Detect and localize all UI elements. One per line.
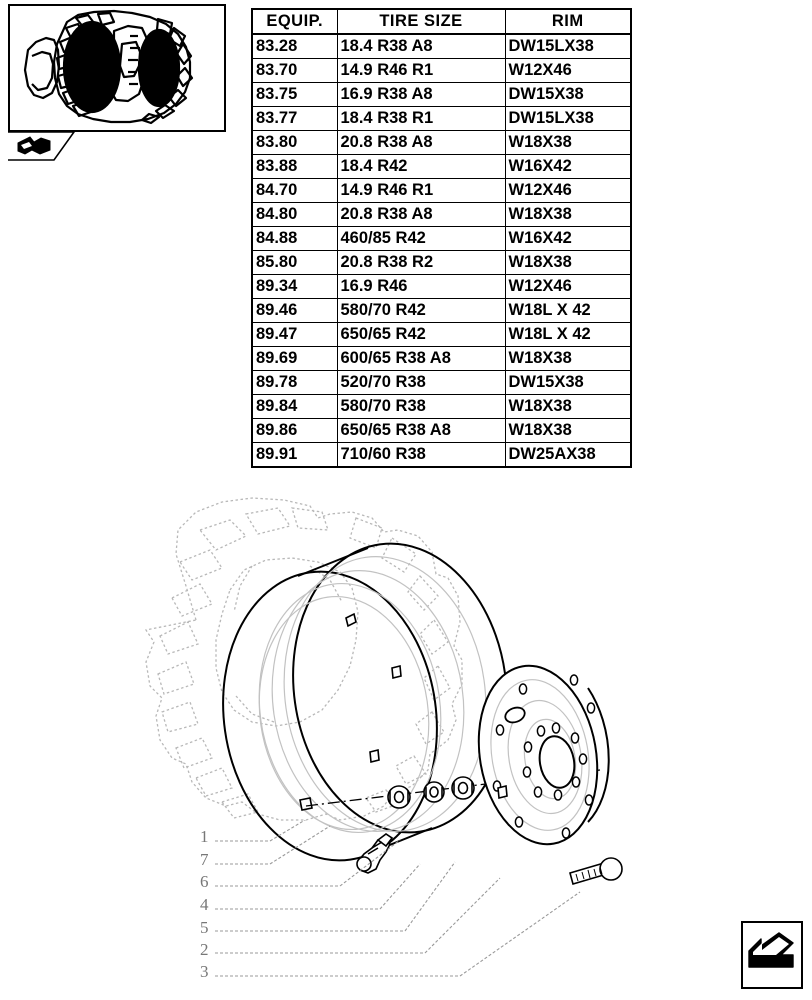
cell-rim: DW15LX38 [505, 34, 631, 59]
cell-tire-size: 16.9 R38 A8 [337, 83, 505, 107]
cell-equip: 83.88 [252, 155, 337, 179]
callout-number-valve-stem: 7 [200, 850, 209, 869]
table-row [252, 203, 631, 227]
cell-equip: 89.69 [252, 347, 337, 371]
table-row [252, 155, 631, 179]
thumbnail-arrow-tab [8, 132, 80, 162]
cell-equip: 89.78 [252, 371, 337, 395]
table-row [252, 179, 631, 203]
corner-reference-icon [741, 921, 803, 989]
callout-number-wheel-disc: 2 [200, 940, 209, 959]
cell-equip: 84.88 [252, 227, 337, 251]
cell-tire-size: 18.4 R38 A8 [337, 34, 505, 59]
cell-equip: 83.70 [252, 59, 337, 83]
cell-rim: W12X46 [505, 275, 631, 299]
table-row [252, 107, 631, 131]
cell-equip: 89.91 [252, 443, 337, 468]
table-row [252, 59, 631, 83]
table-row [252, 131, 631, 155]
cell-equip: 89.47 [252, 323, 337, 347]
column-header-tire-size: TIRE SIZE [337, 9, 505, 34]
rear-wheel-thumbnail [8, 4, 226, 132]
cell-tire-size: 20.8 R38 A8 [337, 131, 505, 155]
cell-tire-size: 580/70 R42 [337, 299, 505, 323]
cell-rim: W18X38 [505, 395, 631, 419]
cell-rim: DW25AX38 [505, 443, 631, 468]
cell-tire-size: 650/65 R42 [337, 323, 505, 347]
cell-tire-size: 18.4 R38 R1 [337, 107, 505, 131]
cell-tire-size: 20.8 R38 R2 [337, 251, 505, 275]
column-header-rim: RIM [505, 9, 631, 34]
cell-equip: 83.77 [252, 107, 337, 131]
cell-equip: 83.75 [252, 83, 337, 107]
cell-tire-size: 14.9 R46 R1 [337, 59, 505, 83]
cell-equip: 89.86 [252, 419, 337, 443]
cell-equip: 89.84 [252, 395, 337, 419]
cell-rim: W16X42 [505, 155, 631, 179]
cell-rim: W18X38 [505, 347, 631, 371]
cell-tire-size: 18.4 R42 [337, 155, 505, 179]
cell-equip: 84.70 [252, 179, 337, 203]
callout-number-washer-inner: 4 [200, 895, 209, 914]
washer-middle [424, 782, 444, 802]
table-row [252, 299, 631, 323]
table-row [252, 443, 631, 468]
rim-clamp-brackets [300, 614, 401, 810]
table-row [252, 83, 631, 107]
table-header-row [252, 9, 631, 34]
cell-rim: DW15X38 [505, 371, 631, 395]
cell-equip: 83.80 [252, 131, 337, 155]
cell-rim: W18X38 [505, 131, 631, 155]
cell-rim: DW15X38 [505, 83, 631, 107]
cell-equip: 89.34 [252, 275, 337, 299]
cell-equip: 89.46 [252, 299, 337, 323]
black-bent-arrow-glyph [8, 132, 80, 162]
table-row [252, 395, 631, 419]
folded-arrow-corner-glyph [743, 923, 801, 987]
washer-outer [452, 777, 474, 799]
table-row [252, 275, 631, 299]
cell-rim: W18X38 [505, 251, 631, 275]
callout-number-wheel-rim: 6 [200, 872, 209, 891]
callout-number-washer-middle: 5 [200, 918, 209, 937]
cell-tire-size: 14.9 R46 R1 [337, 179, 505, 203]
table-row [252, 371, 631, 395]
table-row [252, 251, 631, 275]
dual-rear-wheel-illustration [10, 6, 224, 130]
cell-equip: 83.28 [252, 34, 337, 59]
cell-rim: W18L X 42 [505, 323, 631, 347]
cell-tire-size: 710/60 R38 [337, 443, 505, 468]
callout-leader-lines [0, 820, 812, 1000]
tire-rim-spec-table [251, 8, 632, 468]
table-row [252, 419, 631, 443]
cell-tire-size: 650/65 R38 A8 [337, 419, 505, 443]
cell-rim: W18L X 42 [505, 299, 631, 323]
callout-number-tire-phantom-outline: 1 [200, 827, 209, 846]
callout-number-wheel-bolt: 3 [200, 962, 209, 981]
column-header-equip: EQUIP. [252, 9, 337, 34]
cell-equip: 85.80 [252, 251, 337, 275]
cell-rim: W16X42 [505, 227, 631, 251]
table-row [252, 227, 631, 251]
table-row [252, 34, 631, 59]
cell-tire-size: 600/65 R38 A8 [337, 347, 505, 371]
cell-rim: DW15LX38 [505, 107, 631, 131]
cell-rim: W12X46 [505, 179, 631, 203]
cell-tire-size: 20.8 R38 A8 [337, 203, 505, 227]
table-row [252, 347, 631, 371]
washer-inner [388, 786, 410, 808]
cell-tire-size: 580/70 R38 [337, 395, 505, 419]
cell-rim: W12X46 [505, 59, 631, 83]
cell-equip: 84.80 [252, 203, 337, 227]
table-row [252, 323, 631, 347]
cell-tire-size: 460/85 R42 [337, 227, 505, 251]
cell-rim: W18X38 [505, 419, 631, 443]
cell-tire-size: 16.9 R46 [337, 275, 505, 299]
cell-tire-size: 520/70 R38 [337, 371, 505, 395]
cell-rim: W18X38 [505, 203, 631, 227]
